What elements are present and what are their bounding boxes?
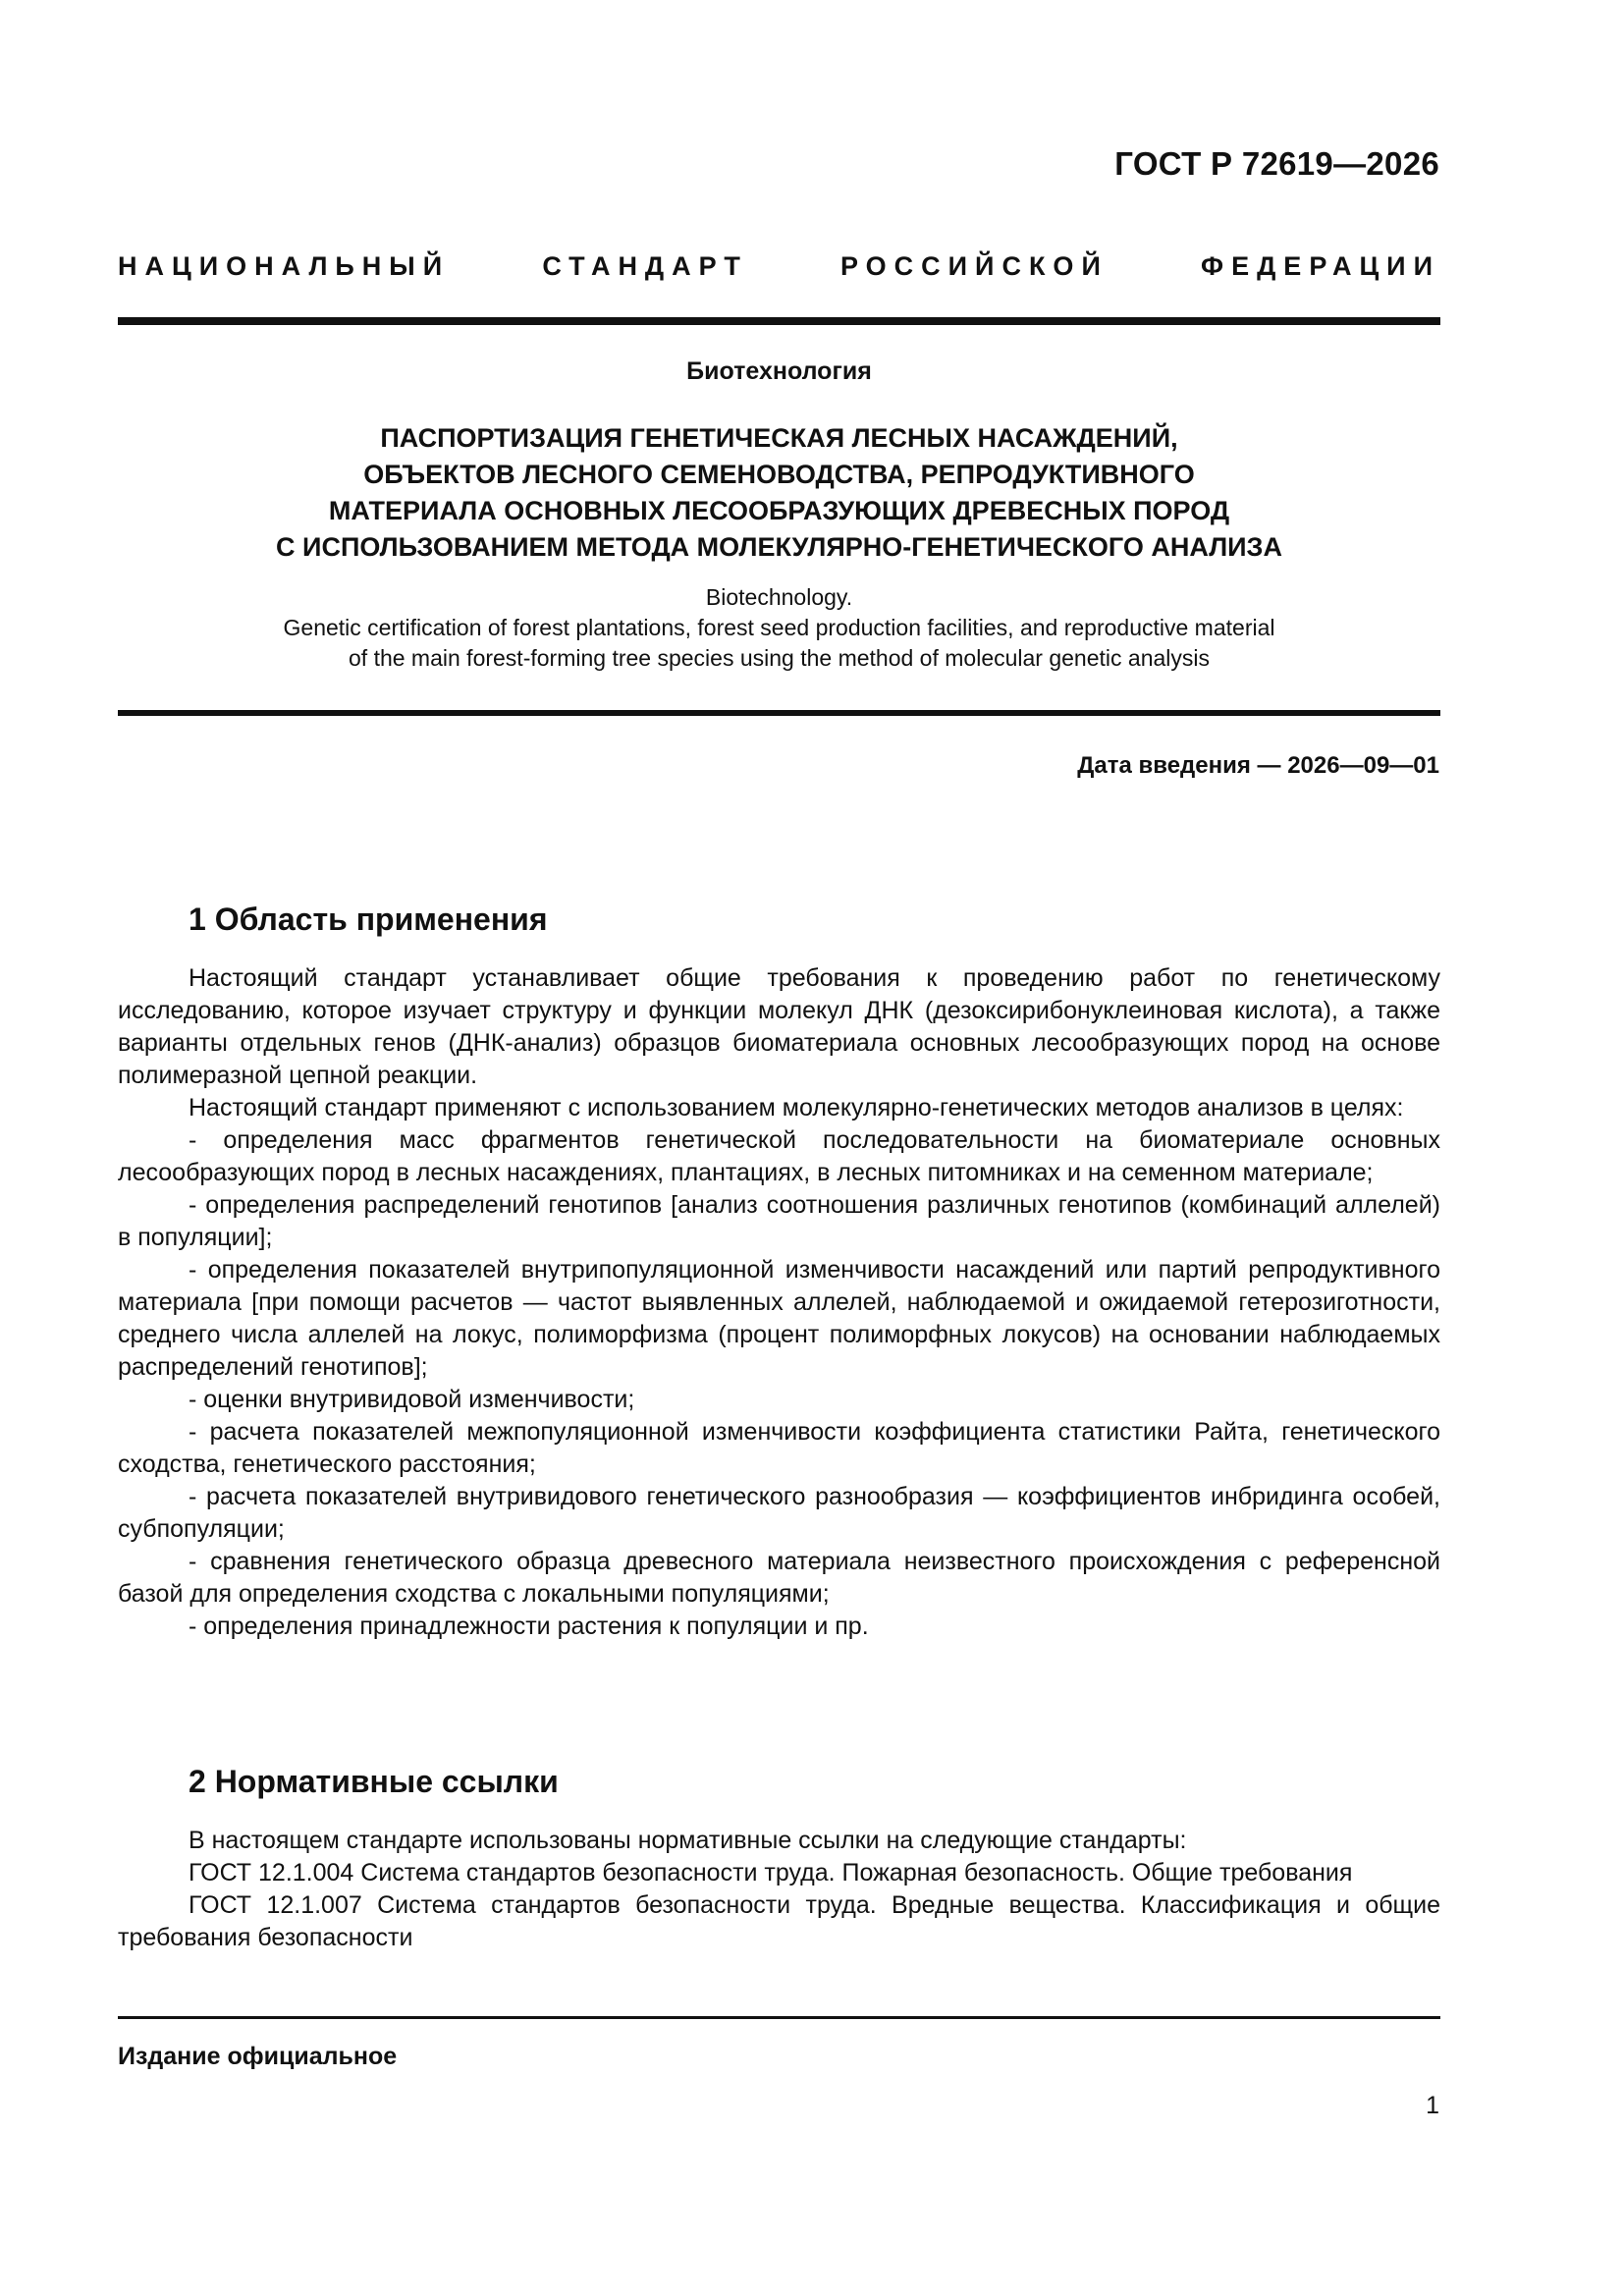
list-item: - оценки внутривидовой изменчивости; [189, 1386, 635, 1413]
paragraph: Настоящий стандарт применяют с использованием молекулярно-генетических методов анализов в целях: [189, 1094, 1404, 1121]
reference-item: ГОСТ 12.1.007 Система стандартов безопасности труда. Вредные вещества. Классификация и общие требования безопасности [118, 1891, 1440, 1951]
list-item: - определения масс фрагментов генетической последовательности на биоматериале основных лесообразующих пород в лесных насаждениях, плантациях, в лесных питомниках и на семенном материале; [118, 1126, 1440, 1186]
title-en-line: of the main forest-forming tree species using the method of molecular genetic analysis [349, 645, 1210, 671]
list-item: - расчета показателей межпопуляционной изменчивости коэффициента статистики Райта, генетического сходства, генетического расстояния; [118, 1418, 1440, 1478]
standard-designation: ГОСТ Р 72619—2026 [1114, 145, 1439, 182]
list-item: - сравнения генетического образца древесного материала неизвестного происхождения с референсной базой для определения сходства с локальными популяциями; [118, 1548, 1440, 1608]
subject-area: Биотехнология [686, 357, 872, 385]
title-en-line: Biotechnology. [705, 584, 853, 610]
title-en-line: Genetic certification of forest plantations, forest seed production facilities, and reproductive material [283, 615, 1275, 640]
title-russian [118, 420, 1440, 566]
top-divider [118, 317, 1440, 325]
list-item: - расчета показателей внутривидового генетического разнообразия — коэффициентов инбридинга особей, субпопуляции; [118, 1483, 1440, 1543]
section-2-body [118, 1825, 1440, 1954]
introduction-date: Дата введения — 2026—09—01 [1077, 752, 1439, 779]
title-english [118, 582, 1440, 674]
title-ru-line: ОБЪЕКТОВ ЛЕСНОГО СЕМЕНОВОДСТВА, РЕПРОДУКТИВНОГО [363, 460, 1195, 489]
page-number: 1 [1426, 2092, 1439, 2119]
footer-divider [118, 2016, 1440, 2019]
paragraph: В настоящем стандарте использованы нормативные ссылки на следующие стандарты: [189, 1827, 1187, 1854]
section-1-heading: 1 Область применения [189, 902, 548, 937]
title-ru-line: МАТЕРИАЛА ОСНОВНЫХ ЛЕСООБРАЗУЮЩИХ ДРЕВЕСНЫХ ПОРОД [328, 496, 1230, 525]
official-edition-label: Издание официальное [118, 2043, 398, 2070]
list-item: - определения показателей внутрипопуляционной изменчивости насаждений или партий репродуктивного материала [при помощи расчетов — частот выявленных аллелей, наблюдаемой и ожидаемой гетерозиготности, среднего числа аллелей на локус, полиморфизма (процент полиморфных локусов) на основании наблюдаемых распределений генотипов]; [118, 1256, 1440, 1381]
list-item: - определения распределений генотипов [анализ соотношения различных генотипов (комбинаций аллелей) в популяции]; [118, 1191, 1440, 1251]
list-item: - определения принадлежности растения к популяции и пр. [189, 1613, 869, 1640]
paragraph: Настоящий стандарт устанавливает общие требования к проведению работ по генетическому исследованию, которое изучает структуру и функции молекул ДНК (дезоксирибонуклеиновая кислота), а также варианты отдельных генов (ДНК-анализ) образцов биоматериала основных лесообразующих пород на основе полимеразной цепной реакции. [118, 964, 1440, 1089]
title-divider [118, 710, 1440, 716]
title-ru-line: С ИСПОЛЬЗОВАНИЕМ МЕТОДА МОЛЕКУЛЯРНО-ГЕНЕТИЧЕСКОГО АНАЛИЗА [276, 532, 1282, 562]
title-ru-line: ПАСПОРТИЗАЦИЯ ГЕНЕТИЧЕСКАЯ ЛЕСНЫХ НАСАЖДЕНИЙ, [380, 423, 1178, 453]
reference-item: ГОСТ 12.1.004 Система стандартов безопасности труда. Пожарная безопасность. Общие требования [189, 1859, 1353, 1886]
section-2-heading: 2 Нормативные ссылки [189, 1764, 559, 1799]
national-standard-heading: НАЦИОНАЛЬНЫЙ СТАНДАРТ РОССИЙСКОЙ ФЕДЕРАЦИИ [118, 251, 1440, 281]
section-1-body [118, 962, 1440, 1643]
